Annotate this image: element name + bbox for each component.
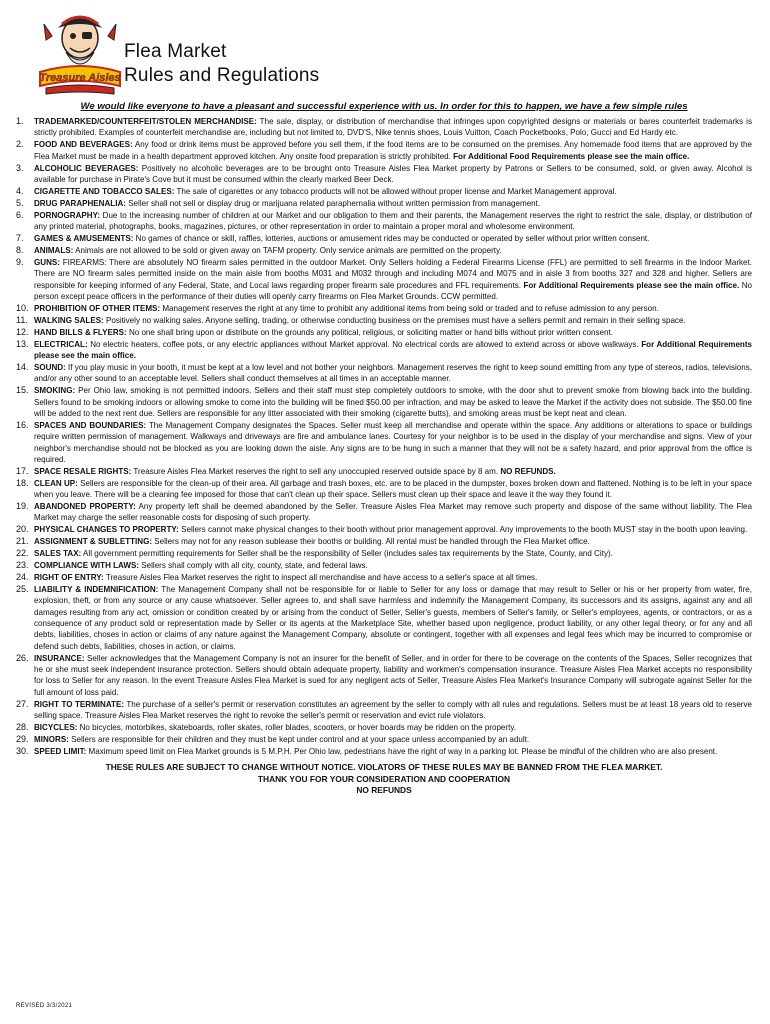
- rule-heading: ELECTRICAL:: [34, 339, 88, 349]
- rule-heading: ANIMALS:: [34, 245, 74, 255]
- rule-item: [16, 257, 752, 302]
- rule-number: 22.: [16, 548, 29, 559]
- rule-number: 6.: [16, 209, 24, 220]
- rule-number: 14.: [16, 361, 29, 372]
- rule-item: [16, 385, 752, 419]
- rule-text: Positively no alcoholic beverages are to be brought onto Treasure Aisles Flea Market property by Patrons or Sellers to be consumed, sold, or given away. Alcohol is available for purchase in Pirate's Cove but it must be consumed within the clearly marked Beer Deck.: [34, 163, 752, 184]
- rule-heading: INSURANCE:: [34, 653, 85, 663]
- rule-heading: ASSIGNMENT & SUBLETTING:: [34, 537, 153, 547]
- rule-text: Seller shall not sell or display drug or marijuana related paraphernalia without written permission from management.: [125, 198, 541, 208]
- rule-heading: ABANDONED PROPERTY:: [34, 502, 136, 512]
- rule-number: 9.: [16, 256, 24, 267]
- title-line-1: Flea Market: [124, 41, 227, 62]
- rule-number: 2.: [16, 139, 24, 150]
- rule-extra: For Additional Food Requirements please see the main office.: [453, 151, 690, 161]
- rule-text: Due to the increasing number of children at our Market and our obligation to them and their parents, the Management reserves the right to restrict the sale, display, or distribution of any printed material, photographs, books, magazines, pictures, or other representation in order to maintain a proper moral and wholesome environment.: [34, 210, 752, 232]
- rule-number: 7.: [16, 233, 24, 243]
- rule-text: Management reserves the right at any time to prohibit any additional items from being sold or traded and to refuse admission to any person.: [160, 303, 659, 313]
- rule-item: [16, 746, 752, 757]
- rule-text: No one shall bring upon or distribute on the grounds any political, religious, or soliciting matter or hand bills without prior written consent.: [126, 327, 613, 337]
- rule-item: [16, 466, 752, 477]
- rule-item: [16, 722, 752, 733]
- rule-text: Sellers may not for any reason sublease their booths or building. All rental must be handled through the Flea Market office.: [152, 537, 590, 547]
- intro-statement: We would like everyone to have a pleasant and successful experience with us. In order for this to happen, we have a few simple rules: [80, 101, 688, 112]
- rule-item: [16, 210, 752, 233]
- page-title: [124, 40, 319, 88]
- rule-number: 27.: [16, 698, 29, 709]
- rule-item: [16, 478, 752, 501]
- closing-line-3: NO REFUNDS: [356, 785, 412, 796]
- rule-extra: NO REFUNDS.: [500, 466, 556, 476]
- closing-line-1: THESE RULES ARE SUBJECT TO CHANGE WITHOUT NOTICE. VIOLATORS OF THESE RULES MAY BE BANNED FROM THE FLEA MARKET.: [105, 762, 663, 773]
- rule-heading: SPEED LIMIT:: [34, 746, 87, 756]
- rule-text: The sale, display, or distribution of merchandise that infringes upon copyrighted designs or materials or bares counterfeit trademarks is strictly prohibited. Examples of counterfeit merchandise are, including but not limited to, DVD'S, Nike tennis shoes, Louis Vuitton, Coach Pocketbooks, Polo, Gucci and Ed Hardy etc.: [34, 117, 752, 138]
- rule-heading: CIGARETTE AND TOBACCO SALES:: [34, 186, 175, 196]
- rule-number: 26.: [16, 652, 29, 663]
- rule-extra: For Additional Requirements please see the main office.: [34, 339, 752, 360]
- rule-number: 16.: [16, 419, 29, 430]
- rule-heading: HAND BILLS & FLYERS:: [34, 327, 127, 337]
- rule-text: Sellers cannot make physical changes to their booth without prior management approval. Any improvements to the booth MUST stay in the booth upon leaving.: [178, 525, 748, 535]
- rule-item: [16, 653, 752, 698]
- rule-item: [16, 734, 752, 745]
- rule-heading: RIGHT TO TERMINATE:: [34, 699, 125, 709]
- rule-number: 3.: [16, 162, 24, 173]
- rule-item: [16, 233, 752, 244]
- rule-item: [16, 501, 752, 524]
- rule-number: 17.: [16, 465, 29, 476]
- rule-number: 29.: [16, 733, 29, 744]
- rule-text: Any food or drink items must be approved before you sell them, if the food items are to be consumed on the premises. Any homemade food items that are approved by the Flea Market must be made in a health department approved kitchen. Any onsite food preparation is strictly prohibited.: [34, 140, 752, 161]
- closing-notice: [16, 762, 752, 797]
- rules-list: [16, 116, 752, 757]
- title-line-2: Rules and Regulations: [124, 65, 320, 86]
- rule-heading: SPACE RESALE RIGHTS:: [34, 466, 132, 476]
- rule-heading: COMPLIANCE WITH LAWS:: [34, 561, 140, 571]
- rule-text: Treasure Aisles Flea Market reserves the right to inspect all merchandise and have access to a seller's space at all times.: [103, 573, 538, 583]
- rule-item: [16, 699, 752, 722]
- rule-number: 20.: [16, 524, 29, 535]
- rule-text: The Management Company designates the Spaces. Seller must keep all merchandise and operate within the space. Any additions or alterations to space or buildings require written permission of management. Walkways and driveways are fire and ambulance lanes. Courtesy for your neighbor is to be used in the display of your merchandise and signs. View of your neighbor's merchandise should not be blocked as you are looking down the aisle. Any signs are to be hung in such a manner that they will not be a safety hazard, and prior approval from the office is required.: [34, 420, 752, 464]
- revision-date: REVISED 3/3/2021: [16, 1003, 73, 1009]
- rule-heading: CLEAN UP:: [34, 478, 78, 488]
- rule-number: 21.: [16, 536, 29, 547]
- rule-number: 11.: [16, 314, 28, 325]
- treasure-aisles-logo: [36, 6, 124, 96]
- rule-text: The Management Company shall not be responsible for or liable to Seller for any loss or damage that may result to Seller or his or her property from water, fire, explosion, theft, or from any source or any cause whatsoever. Seller agrees to, and shall save harmless and indemnify the Management Company, its successors and its assigns, against any and all damages resulting from any act, omission or condition created by or arising from the conduct of Seller, Seller's guests, members of Seller's family, or Seller's employees, agents, or contractors, or as a consequence of any product sold or representation made by Seller or its agents at the Marketplace Site, whether based upon negligence, product liability, or any other legal theory, or for any and all debts, liabilities, choses in action or claims of any nature against the Management Company, absolute or contingent, together with all expenses and legal fees which may be incurred to compromise or defend such debts, liabilities, choses in action, or claims.: [34, 585, 752, 651]
- rule-number: 4.: [16, 185, 24, 196]
- rule-number: 12.: [16, 326, 29, 337]
- rule-text: All government permitting requirements for Seller shall be the responsibility of Seller (includes sales tax requirements by the State, County, and City).: [81, 549, 613, 559]
- rule-heading: MINORS:: [34, 734, 69, 744]
- rule-item: [16, 584, 752, 652]
- rule-heading: SPACES AND BOUNDARIES:: [34, 420, 147, 430]
- rule-number: 30.: [16, 745, 29, 756]
- rule-text: Positively no walking sales. Anyone selling, trading, or otherwise conducting business on the premises must have a sellers permit and remain in their selling space.: [103, 315, 686, 325]
- rule-number: 15.: [16, 385, 29, 396]
- rule-text: No games of chance or skill, raffles, lotteries, auctions or amusement rides may be conducted or operated by seller without prior written consent.: [133, 234, 650, 243]
- rule-heading: TRADEMARKED/COUNTERFEIT/STOLEN MERCHANDISE:: [34, 117, 257, 126]
- rule-number: 1.: [16, 116, 24, 126]
- rule-text: FIREARMS: There are absolutely NO firearm sales permitted in the outdoor Market. Only Sellers holding a Federal Firearms License (FFL) are permitted to sell firearms in the Indoor Market. There are NO firearm sales permitted inside on the main aisle from booths M031 and M032 through and including M074 and M075 and in aisle 3 from booths 327 and 328 and higher. Sellers are responsible for keeping informed of any Federal, State, and Local laws regarding proper firearm sale procedures and FFL requirements.: [34, 257, 752, 290]
- rule-number: 8.: [16, 244, 24, 255]
- rule-item: [16, 245, 752, 256]
- rule-item: [16, 315, 752, 326]
- rule-text: No electric heaters, coffee pots, or any electric appliances without Market approval. No electrical cords are allowed to extend across or above walkways.: [87, 339, 642, 349]
- rule-item: [16, 548, 752, 559]
- rule-heading: LIABILITY & INDEMNIFICATION:: [34, 585, 159, 594]
- rule-heading: FOOD AND BEVERAGES:: [34, 140, 133, 150]
- rule-heading: PORNOGRAPHY:: [34, 210, 101, 220]
- rule-item: [16, 327, 752, 338]
- rule-heading: DRUG PARAPHENALIA:: [34, 198, 126, 208]
- rule-text: If you play music in your booth, it must be kept at a low level and not bother your neighbors. Management reserves the right to keep sound emitting from any type of stereos, radios, televisions, and/or any other sound to an acceptable level. Sellers shall conduct themselves at all times in an acceptable manner.: [34, 362, 752, 384]
- rule-text: Any property left shall be deemed abandoned by the Seller. Treasure Aisles Flea Market may remove such property and dispose of the same without liability. The Flea Market may charge the seller reasonable costs for disposing of such property.: [34, 502, 752, 523]
- rule-heading: WALKING SALES:: [34, 315, 104, 325]
- rule-number: 10.: [16, 302, 29, 313]
- rule-number: 5.: [16, 197, 24, 208]
- rule-number: 13.: [16, 338, 29, 349]
- rule-item: [16, 186, 752, 197]
- rule-text: Treasure Aisles Flea Market reserves the right to sell any unoccupied reserved outside space by 8 am.: [131, 466, 501, 476]
- rule-text: Seller acknowledges that the Management Company is not an insurer for the benefit of Seller, and in order for there to be coverage on the contents of the Spaces, Seller recognizes that he or she must seek independent insurance protection. Sellers should obtain adequate property, liability and workmen's compensation insurance. Treasure Aisles Flea Market accepts no responsibility for loss to Seller for any reason. In the event Treasure Aisles Flea Market is sued for any negligent acts of Seller, Treasure Aisles Flea Market's Insurance Company will subrogate against Seller for the full amount of loss paid.: [34, 653, 752, 697]
- rule-text: Sellers are responsible for the clean-up of their area. All garbage and trash boxes, etc. are to be placed in the dumpster, boxes broken down and flattened. Nothing is to be left in your space when you leave. There will be a cleaning fee imposed for those that can't clean up their space. Sellers must clean up their space and leave it the way they found it.: [34, 478, 752, 500]
- rule-number: 18.: [16, 477, 29, 488]
- rule-item: [16, 420, 752, 465]
- rule-text: Maximum speed limit on Flea Market grounds is 5 M.P.H. Per Ohio law, pedestrians have the right of way in a parking lot. Please be mindful of the children who are also present.: [86, 746, 718, 756]
- rule-item: [16, 524, 752, 535]
- rule-number: 24.: [16, 572, 29, 583]
- rule-heading: PROHIBITION OF OTHER ITEMS:: [34, 303, 161, 313]
- logo-wordmark: Treasure Aisles: [39, 72, 121, 84]
- rule-heading: ALCOHOLIC BEVERAGES:: [34, 163, 139, 173]
- rule-number: 25.: [16, 584, 29, 594]
- rule-item: [16, 572, 752, 583]
- rule-heading: RIGHT OF ENTRY:: [34, 573, 104, 583]
- rule-heading: SALES TAX:: [34, 549, 82, 559]
- rule-text: Sellers are responsible for their children and they must be kept under control and at your space unless accompanied by an adult.: [68, 734, 530, 744]
- rule-text: Animals are not allowed to be sold or given away on TAFM property. Only service animals are permitted on the property.: [73, 245, 502, 255]
- rule-item: [16, 139, 752, 162]
- rule-heading: SOUND:: [34, 362, 66, 372]
- document-header: [16, 0, 752, 100]
- rule-item: [16, 116, 752, 139]
- rule-number: 23.: [16, 560, 29, 571]
- rule-heading: GAMES & AMUSEMENTS:: [34, 234, 134, 243]
- rule-heading: BICYCLES:: [34, 722, 78, 732]
- rule-item: [16, 339, 752, 362]
- rule-text: Sellers shall comply with all city, county, state, and federal laws.: [139, 561, 368, 571]
- rule-number: 28.: [16, 721, 29, 732]
- rule-item: [16, 163, 752, 186]
- rule-item: [16, 536, 752, 547]
- closing-line-2: THANK YOU FOR YOUR CONSIDERATION AND COOPERATION: [257, 773, 511, 784]
- rule-heading: PHYSICAL CHANGES TO PROPERTY:: [34, 525, 179, 535]
- rule-text: The purchase of a seller's permit or reservation constitutes an agreement by the seller to comply with all rules and regulations. Sellers must be at least 18 years old to reserve selling space. Treasure Aisles Flea Market reserves the right to revoke the seller's permit or reservation and evict rule violators.: [34, 699, 752, 720]
- rule-text: No bicycles, motorbikes, skateboards, roller skates, roller blades, scooters, or hover boards may be ridden on the property.: [77, 722, 516, 732]
- rule-item: [16, 198, 752, 209]
- rule-item: [16, 303, 752, 314]
- rule-extra: For Additional Requirements please see the main office.: [523, 280, 740, 290]
- rule-item: [16, 560, 752, 571]
- rule-text: Per Ohio law, smoking is not permitted indoors. Sellers and their staff must step completely outdoors to smoke, with the door shut to prevent smoke from blowing back into the building. Sellers found to be smoking indoors or allowing smoke to come into the building will be fined $50.00 per infraction, and may be asked to leave the Market if the activity does not subside. The $50.00 fine will be added to the next rent due. Sellers are responsible for any litter associated with their smoking (cigarette butts), and smoking areas must be kept neat and clean.: [34, 386, 752, 418]
- rule-number: 19.: [16, 501, 29, 512]
- rule-text: The sale of cigarettes or any tobacco products will not be allowed without proper license and Market Management approval.: [174, 186, 617, 196]
- rule-heading: SMOKING:: [34, 386, 76, 396]
- rule-heading: GUNS:: [34, 257, 60, 267]
- rule-item: [16, 362, 752, 385]
- rule-tail: No person except peace officers in the performance of their duties will openly carry firearms on Flea Market Grounds. CCW permitted.: [34, 280, 752, 301]
